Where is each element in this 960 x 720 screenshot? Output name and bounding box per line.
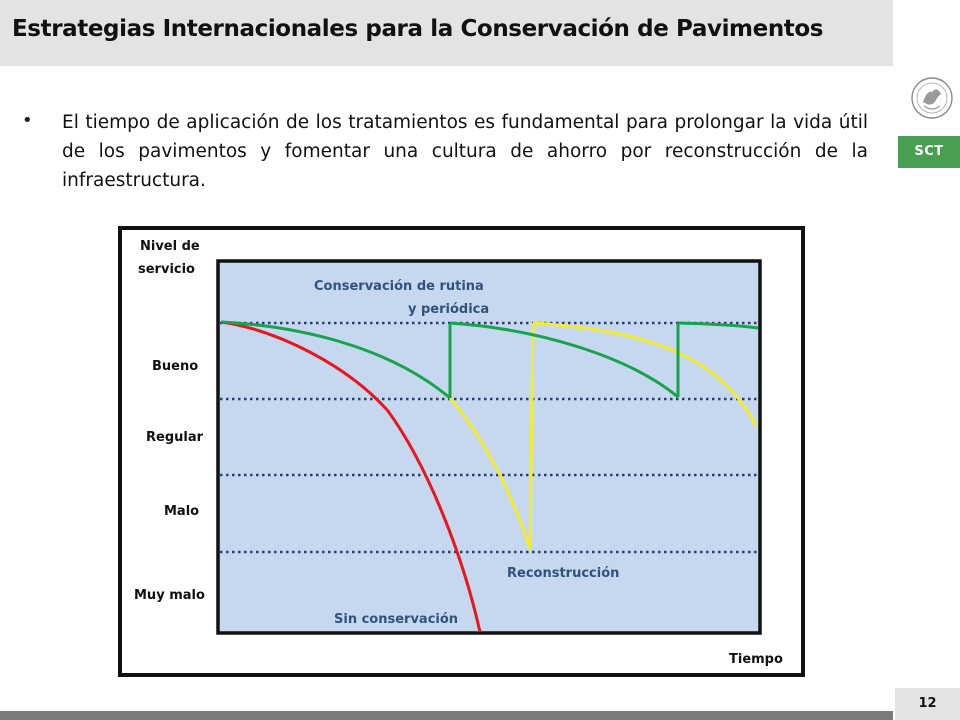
y-axis-label-line2: servicio bbox=[138, 262, 195, 277]
page-title: Estrategias Internacionales para la Conservación de Pavimentos bbox=[12, 16, 824, 42]
no-conservation-label: Sin conservación bbox=[334, 612, 459, 627]
bullet-dot-icon: • bbox=[22, 110, 33, 131]
pavement-service-level-diagram bbox=[118, 226, 806, 678]
level-label-bueno: Bueno bbox=[152, 359, 199, 374]
level-label-malo: Malo bbox=[164, 504, 200, 519]
sct-logo bbox=[895, 66, 960, 171]
sct-badge: SCT bbox=[898, 136, 960, 168]
level-label-regular: Regular bbox=[146, 430, 204, 445]
footer-bar bbox=[0, 711, 893, 720]
bullet-item bbox=[22, 108, 868, 195]
x-axis-label: Tiempo bbox=[729, 652, 783, 667]
bullet-text: El tiempo de aplicación de los tratamientos es fundamental para prolongar la vida útil de los pavimentos y fomentar una cultura de ahorro por reconstrucción de la infraestructura. bbox=[62, 112, 868, 191]
y-axis-label-line1: Nivel de bbox=[140, 239, 200, 254]
routine-label-line1: Conservación de rutina bbox=[314, 279, 484, 294]
level-label-muy-malo: Muy malo bbox=[134, 588, 205, 603]
reconstruction-label: Reconstrucción bbox=[507, 566, 620, 581]
header-bar bbox=[0, 0, 893, 66]
page-number: 12 bbox=[895, 688, 960, 720]
routine-label-line2: y periódica bbox=[408, 302, 490, 317]
national-seal-icon bbox=[907, 66, 957, 128]
